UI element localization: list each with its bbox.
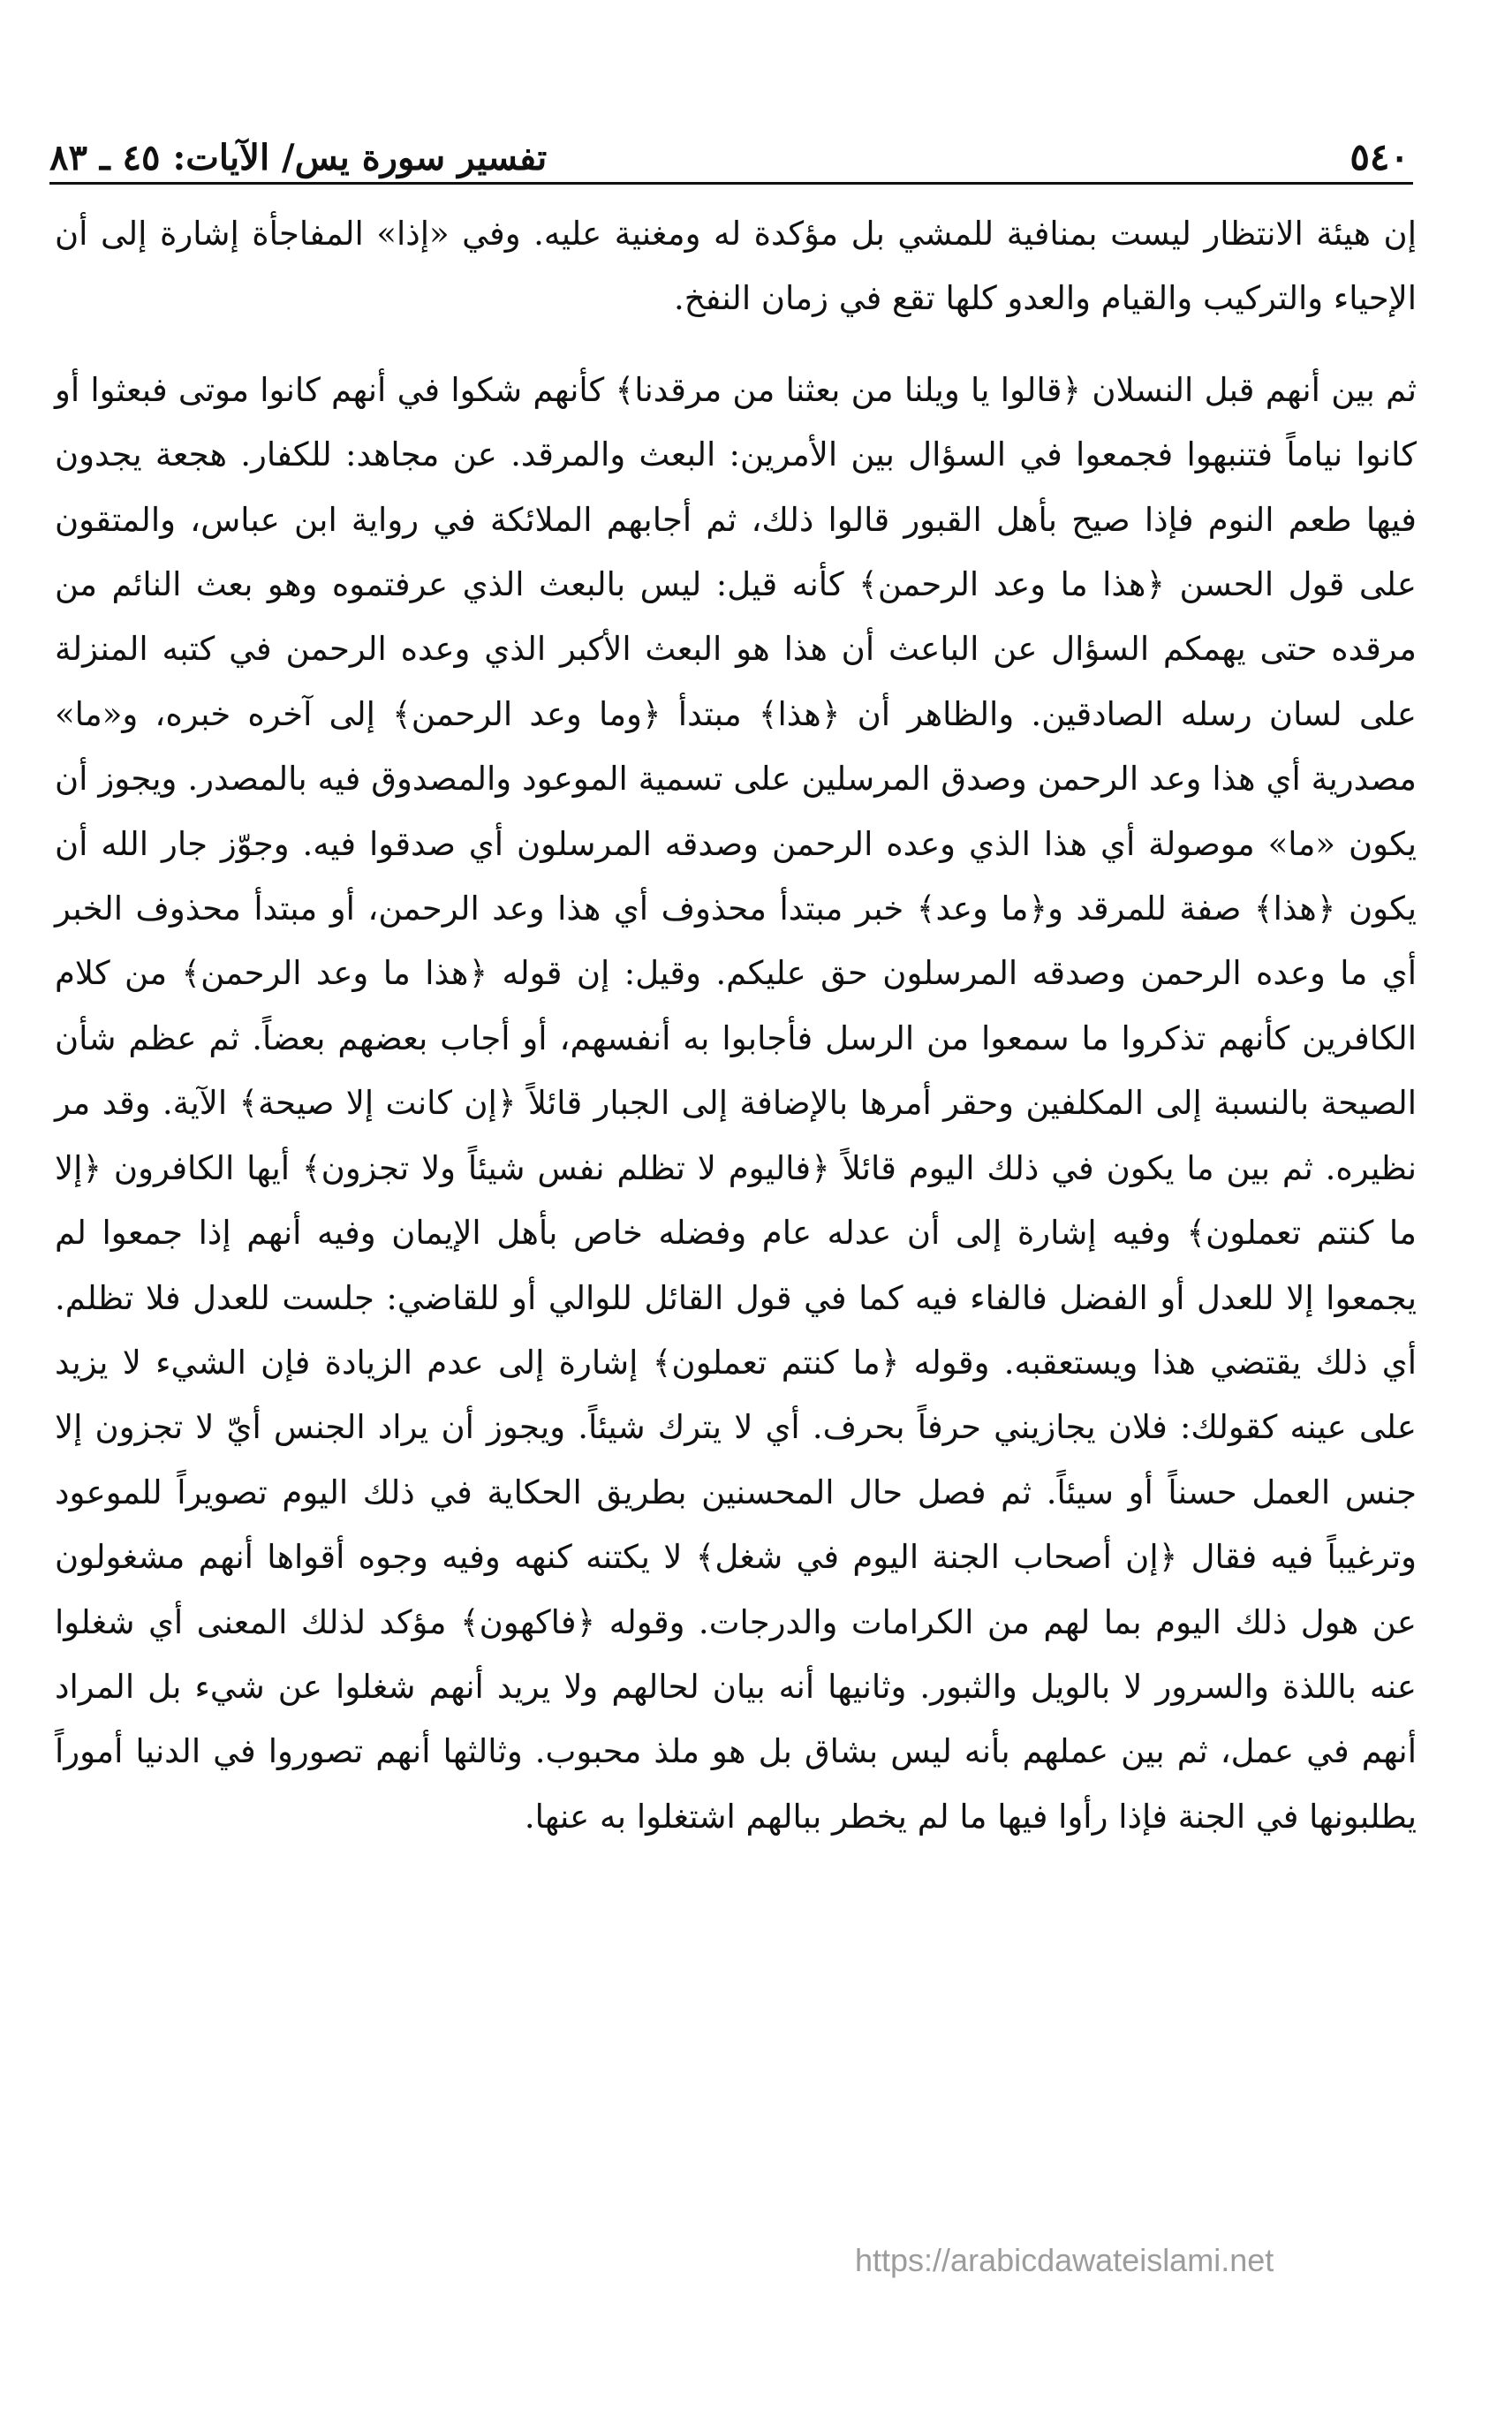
running-title: تفسير سورة يس/ الآيات: ٤٥ ـ ٨٣ (49, 137, 548, 178)
paragraph-1: إن هيئة الانتظار ليست بمنافية للمشي بل مؤكدة له ومغنية عليه. وفي «إذا» المفاجأة إشارة إلى أن الإحياء والتركيب والقيام والعدو كلها تقع في زمان النفخ. (55, 215, 1417, 318)
website-watermark: https://arabicdawateislami.net (855, 2242, 1274, 2278)
paragraph-2: ثم بين أنهم قبل النسلان ﴿قالوا يا ويلنا من بعثنا من مرقدنا﴾ كأنهم شكوا في أنهم كانوا موتى فبعثوا أو كانوا نياماً فتنبهوا فجمعوا في السؤال بين الأمرين: البعث والمرقد. عن مجاهد: للكفار. هجعة يجدون فيها طعم النوم فإذا صيح بأهل القبور قالوا ذلك، ثم أجابهم الملائكة في رواية ابن عباس، والمتقون على قول الحسن ﴿هذا ما وعد الرحمن﴾ كأنه قيل: ليس بالبعث الذي عرفتموه وهو بعث النائم من مرقده حتى يهمكم السؤال عن الباعث أن هذا هو البعث الأكبر الذي وعده الرحمن في كتبه المنزلة على لسان رسله الصادقين. والظاهر أن ﴿هذا﴾ مبتدأ ﴿وما وعد الرحمن﴾ إلى آخره خبره، و«ما» مصدرية أي هذا وعد الرحمن وصدق المرسلين على تسمية الموعود والمصدوق فيه بالمصدر. ويجوز أن يكون «ما» موصولة أي هذا الذي وعده الرحمن وصدقه المرسلون أي صدقوا فيه. وجوّز جار الله أن يكون ﴿هذا﴾ صفة للمرقد و﴿ما وعد﴾ خبر مبتدأ محذوف أي هذا وعد الرحمن، أو مبتدأ محذوف الخبر أي ما وعده الرحمن وصدقه المرسلون حق عليكم. وقيل: إن قوله ﴿هذا ما وعد الرحمن﴾ من كلام الكافرين كأنهم تذكروا ما سمعوا من الرسل فأجابوا به أنفسهم، أو أجاب بعضهم بعضاً. ثم عظم شأن الصيحة بالنسبة إلى المكلفين وحقر أمرها بالإضافة إلى الجبار قائلاً ﴿إن كانت إلا صيحة﴾ الآية. وقد مر نظيره. ثم بين ما يكون في ذلك اليوم قائلاً ﴿فاليوم لا تظلم نفس شيئاً ولا تجزون﴾ أيها الكافرون ﴿إلا ما كنتم تعملون﴾ وفيه إشارة إلى أن عدله عام وفضله خاص بأهل الإيمان وفيه أنهم إذا جمعوا لم يجمعوا إلا للعدل أو الفضل فالفاء فيه كما في قول القائل للوالي أو للقاضي: جلست للعدل فلا تظلم. أي ذلك يقتضي هذا ويستعقبه. وقوله ﴿ما كنتم تعملون﴾ إشارة إلى عدم الزيادة فإن الشيء لا يزيد على عينه كقولك: فلان يجازيني حرفاً بحرف. أي لا يترك شيئاً. ويجوز أن يراد الجنس أيّ لا تجزون إلا جنس العمل حسناً أو سيئاً. ثم فصل حال المحسنين بطريق الحكاية في ذلك اليوم تصويراً للموعود وترغيباً فيه فقال ﴿إن أصحاب الجنة اليوم في شغل﴾ لا يكتنه كنهه وفيه وجوه أقواها أنهم مشغولون عن هول ذلك اليوم بما لهم من الكرامات والدرجات. وقوله ﴿فاكهون﴾ مؤكد لذلك المعنى أي شغلوا عنه باللذة والسرور لا بالويل والثبور. وثانيها أنه بيان لحالهم ولا يريد أنهم شغلوا عن شيء بل المراد أنهم في عمل، ثم بين عملهم بأنه ليس بشاق بل هو ملذ محبوب. وثالثها أنهم تصوروا في الدنيا أموراً يطلبونها في الجنة فإذا رأوا فيها ما لم يخطر ببالهم اشتغلوا به عنها. (55, 370, 1417, 1836)
running-head (49, 122, 1410, 178)
header-rule (49, 182, 1413, 185)
tafsir-body-text (55, 201, 1417, 1849)
page-number: ٥٤٠ (1349, 135, 1410, 178)
